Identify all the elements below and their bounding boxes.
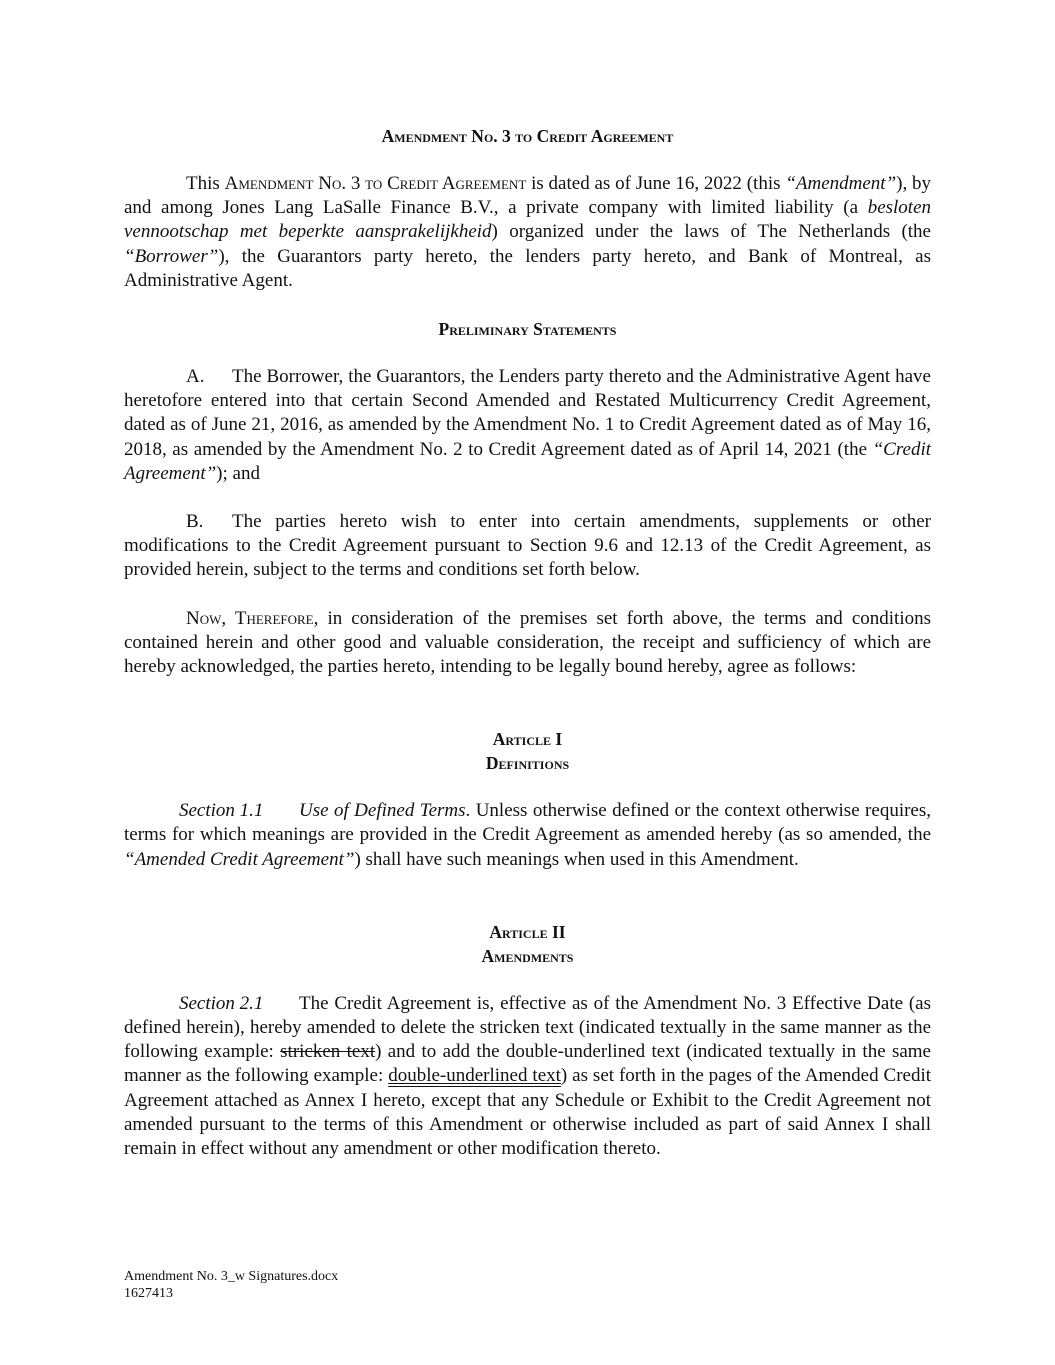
preliminary-statements-heading: Preliminary Statements [438,319,617,340]
defined-term-credit-agreement: “Credit Agreement” [124,438,931,484]
statement-a [124,365,931,486]
footer-doc-id: 1627413 [124,1286,173,1301]
now-therefore-lead: Now, Therefore, [186,607,319,629]
section-1-1-caption: Use of Defined Terms [299,800,466,822]
defined-term-borrower: “Borrower” [124,245,219,267]
article-1-number: Article I [492,729,563,750]
intro-text-2: ), by and among Jones Lang LaSalle Finance B.V., a private company with limited liability (a [124,173,932,219]
section-1-1-text-2: ) shall have such meanings when used in this Amendment. [354,848,799,870]
section-1-1: Section 1.1 Use of Defined Terms. Unless otherwise defined or the context otherwise requires, terms for which meanings are provided in the Credit Agreement as amended hereby (as so amended, the “Amended Credit Agreement”) shall have such meanings when used in this Amendment. [124,800,931,870]
stricken-text-example: stricken text [280,1041,376,1063]
article-2-name: Amendments [481,945,574,966]
statement-a-label: A. [186,366,205,388]
document-body [124,124,931,1161]
article-1-name: Definitions [485,753,570,774]
intro-text-4: ), the Guarantors party hereto, the lenders party hereto, and Bank of Montreal, as Administrative Agent. [124,245,931,291]
section-1-1-text-1: Unless otherwise defined or the context otherwise requires, terms for which meanings are provided in the Credit Agreement as amended hereby (as so amended, the [124,800,931,846]
now-therefore-text: in consideration of the premises set forth above, the terms and conditions contained herein and other good and valuable consideration, the receipt and sufficiency of which are hereby acknowledged, the parties hereto, intending to be legally bound hereby, agree as follows: [124,607,931,678]
section-1-1-number: Section 1.1 [179,800,264,822]
section-2-1-text-1: The Credit Agreement is, effective as of the Amendment No. 3 Effective Date (as defined herein), hereby amended to delete the stricken text (indicated textually in the same manner as the following example: [124,992,931,1063]
intro-text-3: ) organized under the laws of The Netherlands (the [491,221,931,243]
statement-b [124,510,931,583]
intro-doc-name: Amendment No. 3 to Credit Agreement [224,173,527,194]
statement-a-text-2: ); and [216,462,260,484]
article-2-number: Article II [489,921,566,942]
document-title: Amendment No. 3 to Credit Agreement [381,126,674,146]
intro-text-1: is dated as of June 16, 2022 (this [531,173,781,194]
section-2-1-number: Section 2.1 [179,992,264,1014]
statement-b-text: The parties hereto wish to enter into certain amendments, supplements or other modifications to the Credit Agreement pursuant to Section 9.6 and 12.13 of the Credit Agreement, as provided herein, subject to the terms and conditions set forth below. [124,511,931,581]
dutch-legal-form: besloten vennootschap met beperkte aansprakelijkheid [124,197,932,243]
defined-term-amendment: “Amendment” [785,173,897,194]
statement-b-label: B. [186,511,204,533]
now-therefore-paragraph [124,607,931,680]
section-2-1-text-2: ) and to add the double-underlined text (indicated textually in the same manner as the following example: [124,1041,931,1087]
section-2-1-text-3: ) as set forth in the pages of the Amended Credit Agreement attached as Annex I hereto, except that any Schedule or Exhibit to the Credit Agreement not amended pursuant to the terms of this Amendment or otherwise included as part of said Annex I shall remain in effect without any amendment or other modification thereto. [124,1065,932,1160]
intro-paragraph [124,172,931,293]
document-footer [124,1268,338,1302]
double-underlined-text-example: double-underlined text [388,1065,561,1087]
intro-lead: This [186,173,220,194]
defined-term-amended-credit-agreement: “Amended Credit Agreement” [124,848,355,870]
section-2-1 [124,992,931,1161]
footer-filename: Amendment No. 3_w Signatures.docx [124,1269,339,1284]
statement-a-text-1: The Borrower, the Guarantors, the Lenders party thereto and the Administrative Agent have heretofore entered into that certain Second Amended and Restated Multicurrency Credit Agreement, dated as of June 21, 2016, as amended by the Amendment No. 1 to Credit Agreement dated as of May 16, 2018, as amended by the Amendment No. 2 to Credit Agreement dated as of April 14, 2021 (the [124,366,931,460]
